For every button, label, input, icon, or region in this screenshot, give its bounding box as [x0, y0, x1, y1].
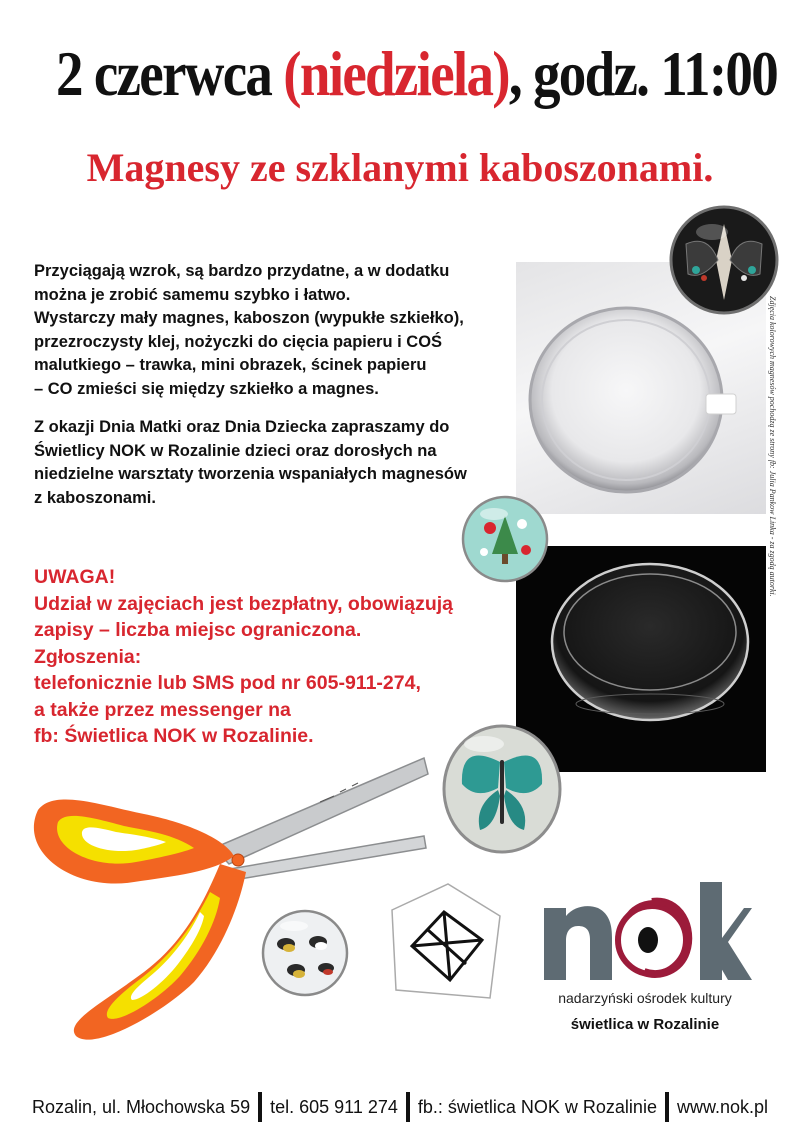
nok-logo-icon [540, 868, 752, 988]
notice-line: Zgłoszenia: [34, 645, 142, 668]
footer-facebook: fb.: świetlica NOK w Rozalinie [417, 1096, 657, 1117]
footer-contact-bar [0, 1090, 800, 1124]
logo-branch-name: świetlica w Rozalinie [570, 1016, 720, 1033]
notice-line: fb: Świetlica NOK w Rozalinie. [34, 725, 314, 747]
notice-heading: UWAGA! [34, 566, 116, 588]
intro-line: Świetlicy NOK w Rozalinie dzieci oraz dorosłych na [34, 441, 437, 460]
footer-divider [665, 1092, 669, 1122]
photo-credit [753, 296, 777, 626]
magnet-butterfly-image [440, 722, 564, 856]
notice-line: zapisy – liczba miejsc ograniczona. [34, 619, 362, 641]
event-date-headline [56, 38, 778, 109]
event-date: 2 czerwca [56, 38, 272, 109]
footer-website: www.nok.pl [676, 1096, 769, 1117]
event-day: (niedziela) [283, 38, 509, 109]
intro-line: malutkiego – trawka, mini obrazek, ścinek papieru [34, 356, 427, 374]
footer-address: Rozalin, ul. Młochowska 59 [31, 1096, 251, 1117]
intro-paragraph-1 [34, 260, 504, 401]
intro-paragraph-2 [34, 416, 504, 510]
intro-line: z kaboszonami. [34, 488, 156, 507]
intro-line: przezroczysty klej, nożyczki do cięcia papieru i COŚ [34, 332, 443, 351]
notice-line: a także przez messenger na [34, 698, 291, 721]
notice-line: Udział w zajęciach jest bezpłatny, obowiązują [34, 592, 453, 615]
event-title: Magnesy ze szklanymi kaboszonami. [86, 145, 714, 190]
intro-line: można je zrobić samemu szybko i łatwo. [34, 285, 351, 304]
intro-line: niedzielne warsztaty tworzenia wspaniałych magnesów [34, 465, 467, 483]
footer-divider [406, 1092, 410, 1122]
event-time: , godz. 11:00 [508, 38, 778, 109]
logo-org-name: nadarzyński ośrodek kultury [558, 990, 732, 1006]
intro-line: Wystarczy mały magnes, kaboszon (wypukłe szkiełko), [34, 309, 464, 327]
notice-line: telefonicznie lub SMS pod nr 605-911-274, [34, 672, 421, 694]
footer-phone: tel. 605 911 274 [270, 1096, 398, 1117]
photo-credit-text: Zdjęcia kolorowych magnesów pochodzą ze strony fb: Julia Pankow Linka - za zgodą autorki. [768, 296, 777, 597]
intro-line: Przyciągają wzrok, są bardzo przydatne, a w dodatku [34, 262, 450, 280]
magnet-mint-tree-image [460, 494, 550, 584]
intro-line: – CO zmieści się między szkiełko a magnes. [34, 379, 379, 398]
registration-notice [34, 564, 504, 750]
footer-divider [258, 1092, 262, 1122]
scissors-image [24, 752, 434, 1042]
intro-line: Z okazji Dnia Matki oraz Dnia Dziecka zapraszamy do [34, 418, 450, 436]
